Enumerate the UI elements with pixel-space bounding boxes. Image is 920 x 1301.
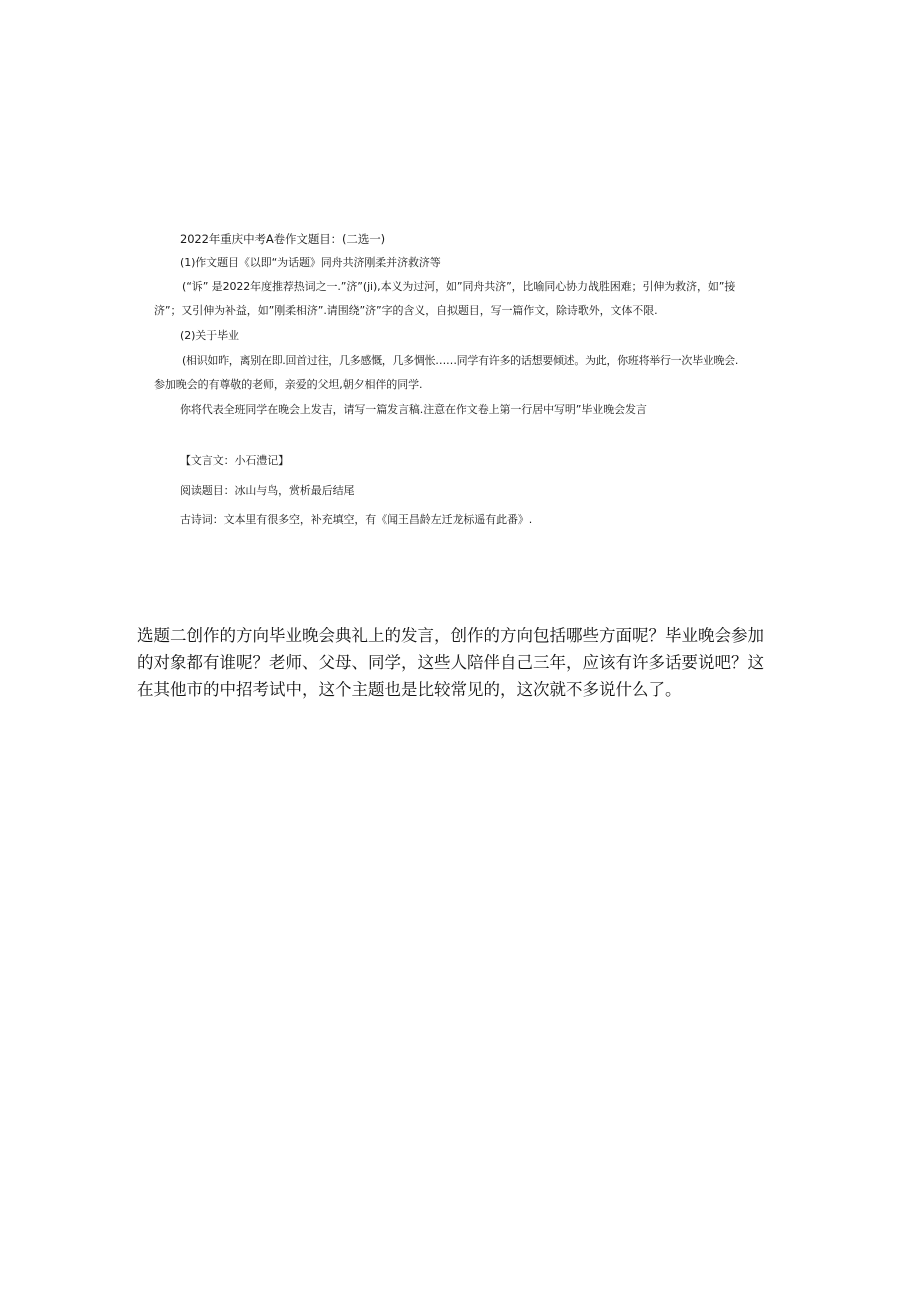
commentary-line2: 的对象都有谁呢？老师、父母、同学，这些人陪伴自己三年，应该有许多话要说吧？这 bbox=[137, 653, 764, 672]
commentary-line1: 选题二创作的方向毕业晚会典礼上的发言，创作的方向包括哪些方面呢？毕业晚会参加 bbox=[137, 626, 764, 645]
option2-heading: (2)关于毕业 bbox=[180, 329, 239, 342]
option2-body-line3: 你将代表全班同学在晚会上发吉，请写一篇发言稿.注意在作文卷上第一行居中写明”毕业晚会发言 bbox=[180, 403, 647, 416]
classical-chinese-item: 【文言文：小石澧记】 bbox=[180, 454, 289, 467]
commentary-line3: 在其他市的中招考试中，这个主题也是比较常见的，这次就不多说什么了。 bbox=[137, 680, 682, 699]
option1-heading: (1)作文题目《以即“为话题》同舟共济刚柔并济救济等 bbox=[180, 256, 441, 269]
option2-body-line2: 参加晚会的有尊敬的老师，亲爱的父坦,朝夕相伴的同学. bbox=[154, 378, 423, 391]
reading-item: 阅读题目：冰山与鸟，赏析最后结尾 bbox=[180, 484, 355, 497]
option1-body-line2: 济”；又引伸为补益，如”刚柔相济”.请围绕”济”字的含义，自拟题目，写一篇作文，除诗歌外，文体不限. bbox=[154, 304, 658, 317]
poetry-item: 古诗词：文本里有很多空，补充填空，有《闻王昌龄左迁龙标遥有此番》. bbox=[180, 513, 533, 526]
exam-title: 2022年重庆中考A卷作文题目：(二选一) bbox=[180, 232, 386, 246]
option1-body-line1: (“诉” 是2022年度推荐热词之一.”济”(ji),本义为过河，如”同舟共济”，比喻同心协力战胜困难；引伸为救济，如”接 bbox=[182, 280, 736, 293]
option2-body-line1: (相识如昨，离别在即.回首过往，几多感慨，几多惆怅……同学有许多的话想要倾述。为此，你班将举行一次毕业晚会. bbox=[182, 354, 739, 367]
